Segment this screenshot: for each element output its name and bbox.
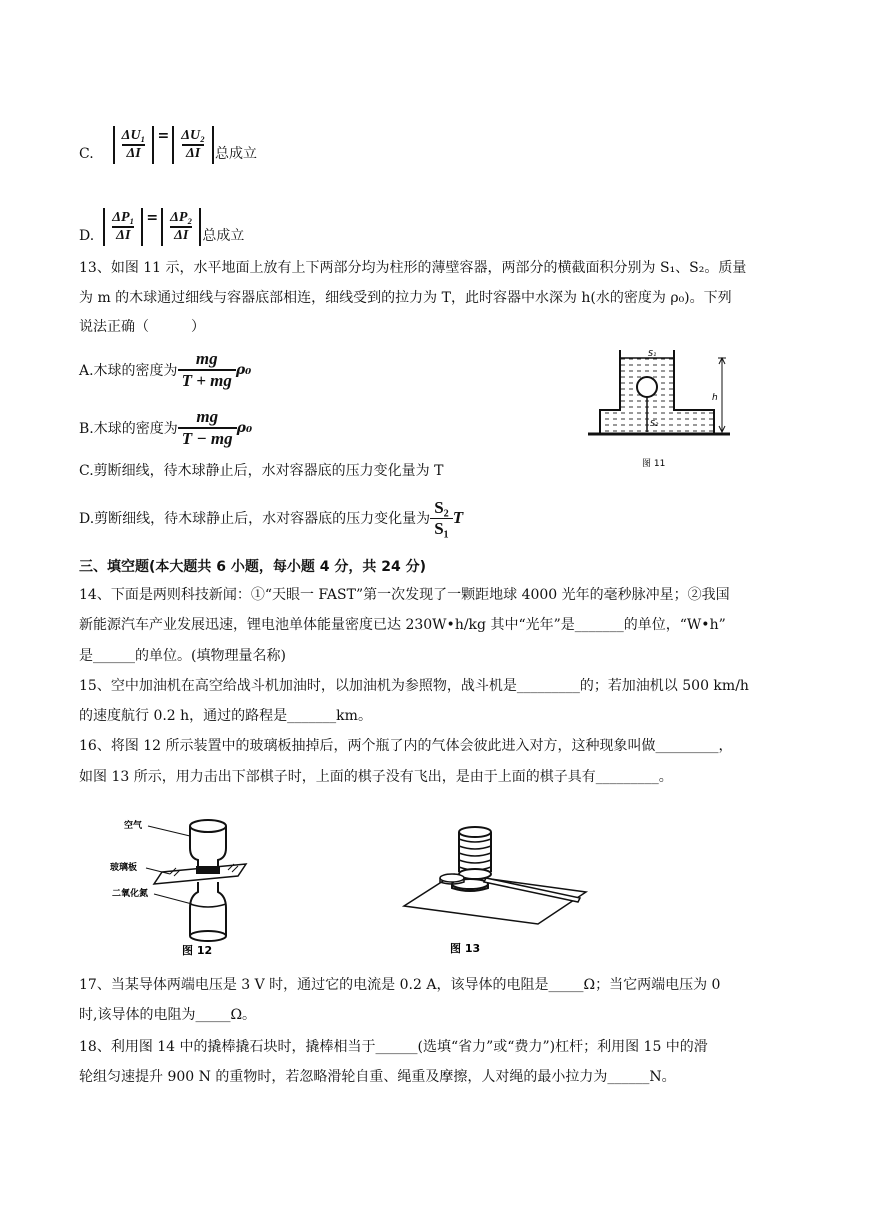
fraction-dp2-di: $\frac{\text{ΔP₂}}{\Delta I}$ bbox=[170, 210, 193, 243]
q16-line1: 16、将图 12 所示装置中的玻璃板抽掉后，两个瓶了内的气体会彼此进入对方，这种现象叫做_________， bbox=[79, 738, 733, 754]
stack-top bbox=[459, 827, 491, 837]
q13-option-a: A.木球的密度为 $\frac{mg}{T + mg}$ ρ₀ bbox=[79, 349, 252, 390]
label-nitrogen-dioxide: 二氧化氮 bbox=[112, 889, 149, 899]
fraction-du2-di: $\frac{\text{ΔU₂}}{\Delta I}$ bbox=[181, 128, 205, 161]
q12-option-c bbox=[79, 108, 257, 164]
figure-11-caption: 图 11 bbox=[642, 459, 666, 469]
section-3-heading: 三、填空题(本大题共 6 小题，每小题 4 分，共 24 分) bbox=[79, 559, 427, 575]
bottle-neck-seal bbox=[196, 866, 220, 874]
q17-line1: 17、当某导体两端电压是 3 V 时，通过它的电流是 0.2 A，该导体的电阻是_____Ω；当它两端电压为 0 bbox=[79, 977, 721, 993]
q14-line3: 是______的单位。(填物理量名称) bbox=[79, 648, 286, 664]
fraction-mg-over-t-plus-mg: $\frac{mg}{T + mg}$ bbox=[178, 349, 236, 391]
fraction-du1-di: $\frac{\text{ΔU₁}}{\Delta I}$ bbox=[121, 128, 146, 161]
figure-13-chess-pieces-diagram bbox=[400, 822, 600, 958]
figure-13-caption: 图 13 bbox=[450, 942, 481, 955]
fraction-mg-over-t-minus-mg: $\frac{mg}{T - mg}$ bbox=[178, 407, 237, 449]
label-s1: S₁ bbox=[648, 349, 657, 358]
q14-line1: 14、下面是两则科技新闻：①“天眼一 FAST”第一次发现了一颗距地球 4000 光年的毫秒脉冲星；②我国 bbox=[79, 587, 730, 603]
fraction-dp1-di: $\frac{\text{ΔP₁}}{\Delta I}$ bbox=[112, 210, 135, 243]
q14-line2: 新能源汽车产业发展迅速，锂电池单体能量密度已达 230W•h/kg 其中“光年”是_______的单位，“W•h” bbox=[79, 617, 726, 633]
q13-line2: 为 m 的木球通过细线与容器底部相连，细线受到的拉力为 T，此时容器中水深为 h(水的密度为 ρ₀)。下列 bbox=[79, 290, 732, 306]
q13-option-c: C.剪断细线，待木球静止后，水对容器底的压力变化量为 T bbox=[79, 463, 444, 479]
label-h: h bbox=[712, 393, 718, 403]
option-d-label: D. bbox=[79, 228, 95, 244]
equals-sign: = bbox=[146, 210, 159, 226]
option-d-suffix: 总成立 bbox=[202, 228, 245, 244]
label-s2: S₂ bbox=[650, 419, 659, 428]
abs-fraction-3 bbox=[103, 208, 143, 246]
option-c-label: C. bbox=[79, 146, 94, 162]
lower-bottle bbox=[190, 882, 226, 936]
figure-12-caption: 图 12 bbox=[182, 944, 213, 957]
abs-fraction-1 bbox=[113, 126, 155, 164]
label-glass-plate: 玻璃板 bbox=[110, 863, 138, 873]
q13-option-d: D.剪断细线，待木球静止后，水对容器底的压力变化量为 $\frac{\text{S₂}}{\text{S₁}}$ T bbox=[79, 497, 464, 538]
fraction-s2-over-s1: $\frac{\text{S₂}}{\text{S₁}}$ bbox=[430, 498, 453, 539]
q18-line2: 轮组匀速提升 900 N 的重物时，若忽略滑轮自重、绳重及摩擦，人对绳的最小拉力为______N。 bbox=[79, 1069, 676, 1085]
q13-option-b: B.木球的密度为 $\frac{mg}{T - mg}$ ρ₀ bbox=[79, 407, 253, 448]
q16-line2: 如图 13 所示，用力击出下部棋子时，上面的棋子没有飞出，是由于上面的棋子具有_________。 bbox=[79, 769, 673, 785]
q15-line1: 15、空中加油机在高空给战斗机加油时，以加油机为参照物，战斗机是_________的；若加油机以 500 km/h bbox=[79, 678, 749, 694]
wooden-ball bbox=[637, 377, 657, 397]
equals-sign: = bbox=[157, 128, 170, 144]
q17-line2: 时,该导体的电阻为_____Ω。 bbox=[79, 1007, 257, 1023]
abs-fraction-4 bbox=[161, 208, 201, 246]
abs-fraction-2 bbox=[172, 126, 214, 164]
q18-line1: 18、利用图 14 中的撬棒撬石块时，撬棒相当于______(选填“省力”或“费力”)杠杆；利用图 15 中的滑 bbox=[79, 1039, 708, 1055]
label-air: 空气 bbox=[124, 821, 143, 831]
q13-line1: 13、如图 11 示，水平地面上放有上下两部分均为柱形的薄壁容器，两部分的横截面积分别为 S₁、S₂。质量 bbox=[79, 260, 747, 276]
figure-12-diffusion-diagram bbox=[110, 812, 270, 958]
option-c-suffix: 总成立 bbox=[214, 146, 257, 162]
q13-line3: 说法正确（ ） bbox=[79, 319, 205, 335]
figure-11-container-diagram bbox=[580, 344, 740, 470]
upper-bottle-top bbox=[190, 820, 226, 832]
q15-line2: 的速度航行 0.2 h，通过的路程是_______km。 bbox=[79, 708, 372, 724]
q12-option-d bbox=[79, 190, 244, 246]
